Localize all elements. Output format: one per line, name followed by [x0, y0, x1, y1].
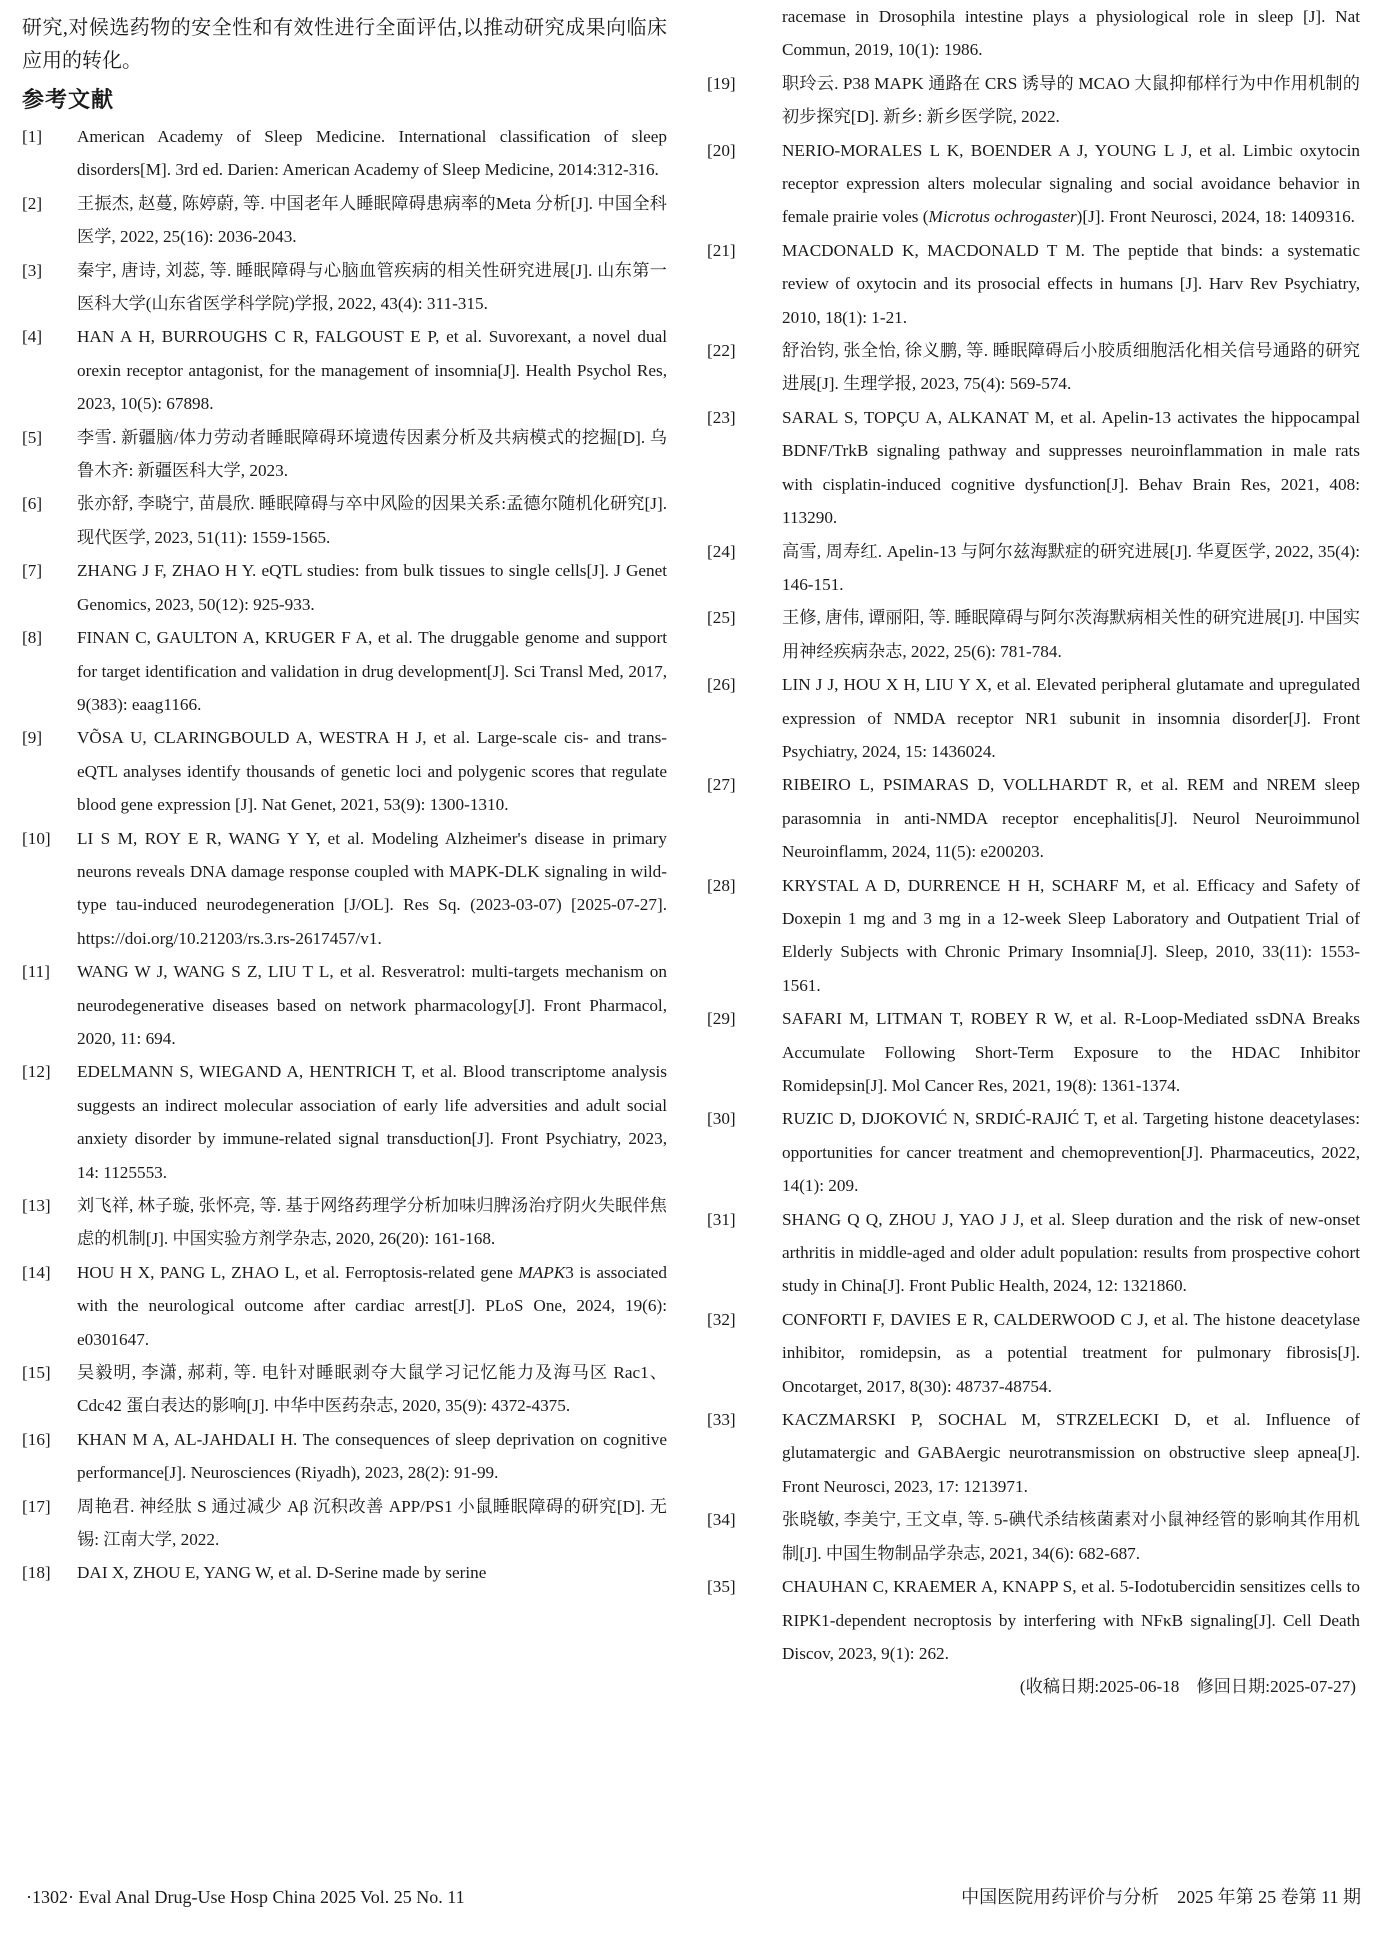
reference-number: [28] — [707, 875, 736, 895]
reference-number: [20] — [707, 140, 736, 160]
reference-text: ZHANG J F, ZHAO H Y. eQTL studies: from bulk tissues to single cells[J]. J Genet Genomics, 2023, 50(12): 925-933. — [77, 561, 667, 614]
reference-number: [31] — [707, 1209, 736, 1229]
reference-number: [22] — [707, 341, 736, 361]
reference-item — [707, 1403, 1360, 1503]
reference-number: [32] — [707, 1309, 736, 1329]
reference-text: LI S M, ROY E R, WANG Y Y, et al. Modeling Alzheimer's disease in primary neurons reveals DNA damage response coupled with MAPK-DLK signaling in wild-type tau-induced neurodegeneration [J/OL]. Res Sq. (2023-03-07) [2025-07-27]. https://doi.org/10.21203/rs.3.rs-2617457/v1. — [77, 828, 667, 948]
reference-number: [17] — [22, 1496, 51, 1516]
reference-text: racemase in Drosophila intestine plays a physiological role in sleep [J]. Nat Commun, 2019, 10(1): 1986. — [782, 7, 1360, 60]
reference-item — [22, 721, 667, 821]
reference-item — [707, 1002, 1360, 1102]
reference-text-part: NERIO-MORALES L K, BOENDER A J, YOUNG L J, et al. Limbic oxytocin receptor expression alters molecular signaling and social avoidance behavior in female prairie voles ( — [782, 140, 1360, 227]
reference-item — [22, 187, 667, 254]
reference-item — [22, 1490, 667, 1557]
reference-item — [22, 1423, 667, 1490]
reference-text: RIBEIRO L, PSIMARAS D, VOLLHARDT R, et al. REM and NREM sleep parasomnia in anti-NMDA receptor encephalitis[J]. Neurol Neuroimmunol Neuroinflamm, 2024, 11(5): e200203. — [782, 775, 1360, 862]
reference-text-part: 3 is associated with the neurological outcome after cardiac arrest[J]. PLoS One, 2024, 19(6): e0301647. — [77, 1262, 667, 1349]
reference-number: [26] — [707, 675, 736, 695]
reference-item — [707, 234, 1360, 334]
reference-item — [707, 134, 1360, 234]
reference-list-left — [22, 120, 667, 1590]
reference-text — [782, 134, 1360, 234]
reference-item — [22, 254, 667, 321]
reference-text: American Academy of Sleep Medicine. International classification of sleep disorders[M]. 3rd ed. Darien: American Academy of Sleep Medicine, 2014:312-316. — [77, 127, 667, 180]
reference-text: 职玲云. P38 MAPK 通路在 CRS 诱导的 MCAO 大鼠抑郁样行为中作用机制的初步探究[D]. 新乡: 新乡医学院, 2022. — [782, 73, 1360, 127]
reference-number: [25] — [707, 608, 736, 628]
reference-item — [22, 955, 667, 1055]
reference-text: 秦宇, 唐诗, 刘蕊, 等. 睡眠障碍与心脑血管疾病的相关性研究进展[J]. 山东第一医科大学(山东省医学科学院)学报, 2022, 43(4): 311-315. — [77, 260, 667, 314]
reference-number — [707, 0, 782, 67]
reference-number: [24] — [707, 541, 736, 561]
left-column — [22, 0, 667, 1590]
reference-italic-term: Microtus ochrogaster — [928, 207, 1077, 227]
reference-number: [21] — [707, 240, 736, 260]
reference-number: [6] — [22, 494, 43, 514]
reference-list-right — [707, 0, 1360, 1670]
reference-number: [23] — [707, 407, 736, 427]
reference-number: [16] — [22, 1429, 51, 1449]
reference-number: [5] — [22, 427, 43, 447]
reference-number: [14] — [22, 1262, 51, 1282]
reference-number: [13] — [22, 1196, 51, 1215]
reference-item — [707, 601, 1360, 668]
reference-text: RUZIC D, DJOKOVIĆ N, SRDIĆ-RAJIĆ T, et al. Targeting histone deacetylases: opportunities for cancer treatment and chemoprevention[J]. Pharmaceutics, 2022, 14(1): 209. — [782, 1109, 1360, 1196]
right-column — [707, 0, 1360, 1704]
reference-number: [35] — [707, 1577, 736, 1597]
reference-text: MACDONALD K, MACDONALD T M. The peptide that binds: a systematic review of oxytocin and its prosocial effects in humans [J]. Harv Rev Psychiatry, 2010, 18(1): 1-21. — [782, 240, 1360, 327]
reference-number: [33] — [707, 1410, 736, 1430]
reference-number: [2] — [22, 193, 43, 213]
reference-number: [3] — [22, 260, 43, 280]
reference-text: 张晓敏, 李美宁, 王文卓, 等. 5-碘代杀结核菌素对小鼠神经管的影响其作用机制[J]. 中国生物制品学杂志, 2021, 34(6): 682-687. — [782, 1510, 1360, 1563]
reference-text: 李雪. 新疆脑/体力劳动者睡眠障碍环境遗传因素分析及共病模式的挖掘[D]. 乌鲁木齐: 新疆医科大学, 2023. — [77, 427, 667, 481]
reference-item — [22, 621, 667, 721]
received-date-note: (收稿日期:2025-06-18 修回日期:2025-07-27) — [1019, 1677, 1356, 1697]
reference-item — [707, 1503, 1360, 1570]
reference-number: [30] — [707, 1109, 736, 1129]
reference-text: KHAN M A, AL-JAHDALI H. The consequences of sleep deprivation on cognitive performance[J]. Neurosciences (Riyadh), 2023, 28(2): 91-99. — [77, 1429, 667, 1483]
reference-text: 周艳君. 神经肽 S 通过减少 Aβ 沉积改善 APP/PS1 小鼠睡眠障碍的研究[D]. 无锡: 江南大学, 2022. — [77, 1496, 667, 1550]
reference-text: CONFORTI F, DAVIES E R, CALDERWOOD C J, et al. The histone deacetylase inhibitor, romidepsin, as a potential treatment for pulmonary fibrosis[J]. Oncotarget, 2017, 8(30): 48737-48754. — [782, 1309, 1360, 1396]
reference-item — [22, 822, 667, 956]
reference-item — [707, 869, 1360, 1003]
reference-text: DAI X, ZHOU E, YANG W, et al. D-Serine made by serine — [77, 1563, 487, 1583]
footer-left-journal-info: ·1302· Eval Anal Drug-Use Hosp China 2025 Vol. 25 No. 11 — [26, 1887, 465, 1907]
reference-item — [707, 67, 1360, 134]
reference-number: [8] — [22, 628, 43, 648]
reference-number: [15] — [22, 1363, 51, 1383]
reference-item — [707, 1570, 1360, 1670]
reference-text: WANG W J, WANG S Z, LIU T L, et al. Resveratrol: multi-targets mechanism on neurodegenerative diseases based on network pharmacology[J]. Front Pharmacol, 2020, 11: 694. — [77, 962, 667, 1048]
reference-text: SAFARI M, LITMAN T, ROBEY R W, et al. R-Loop-Mediated ssDNA Breaks Accumulate Following Short-Term Exposure to the HDAC Inhibitor Romidepsin[J]. Mol Cancer Res, 2021, 19(8): 1361-1374. — [782, 1009, 1360, 1095]
reference-text: CHAUHAN C, KRAEMER A, KNAPP S, et al. 5-Iodotubercidin sensitizes cells to RIPK1-dependent necroptosis by interfering with NFκB signaling[J]. Cell Death Discov, 2023, 9(1): 262. — [782, 1577, 1360, 1663]
reference-item — [22, 487, 667, 554]
reference-number: [18] — [22, 1563, 51, 1583]
reference-text: SHANG Q Q, ZHOU J, YAO J J, et al. Sleep duration and the risk of new-onset arthritis in middle-aged and older adult population: results from prospective cohort study in China[J]. Front Public Health, 2024, 12: 1321860. — [782, 1209, 1360, 1296]
footer-right-journal-info: 中国医院用药评价与分析 2025 年第 25 卷第 11 期 — [961, 1887, 1361, 1907]
reference-text: 舒治钧, 张全怡, 徐义鹏, 等. 睡眠障碍后小胶质细胞活化相关信号通路的研究进展[J]. 生理学报, 2023, 75(4): 569-574. — [782, 341, 1360, 394]
reference-text: LIN J J, HOU X H, LIU Y X, et al. Elevated peripheral glutamate and upregulated expression of NMDA receptor NR1 subunit in insomnia disorder[J]. Front Psychiatry, 2024, 15: 1436024. — [782, 675, 1360, 761]
reference-text: 刘飞祥, 林子璇, 张怀亮, 等. 基于网络药理学分析加味归脾汤治疗阴火失眠伴焦虑的机制[J]. 中国实验方剂学杂志, 2020, 26(20): 161-168. — [77, 1196, 667, 1249]
reference-text-part: )[J]. Front Neurosci, 2024, 18: 1409316. — [1076, 207, 1355, 227]
reference-text: KRYSTAL A D, DURRENCE H H, SCHARF M, et al. Efficacy and Safety of Doxepin 1 mg and 3 mg in a 12-week Sleep Laboratory and Outpatient Trial of Elderly Subjects with Chronic Primary Insomnia[J]. Sleep, 2010, 33(11): 1553-1561. — [782, 875, 1360, 995]
reference-text: HAN A H, BURROUGHS C R, FALGOUST E P, et al. Suvorexant, a novel dual orexin receptor antagonist, for the management of insomnia[J]. Health Psychol Res, 2023, 10(5): 67898. — [77, 327, 667, 414]
reference-number: [4] — [22, 327, 43, 347]
reference-text: 王修, 唐伟, 谭丽阳, 等. 睡眠障碍与阿尔茨海默病相关性的研究进展[J]. 中国实用神经疾病杂志, 2022, 25(6): 781-784. — [782, 608, 1360, 661]
reference-text: 王振杰, 赵蔓, 陈婷蔚, 等. 中国老年人睡眠障碍患病率的Meta 分析[J]. 中国全科医学, 2022, 25(16): 2036-2043. — [77, 193, 667, 247]
reference-item — [707, 334, 1360, 401]
reference-italic-term: MAPK — [518, 1262, 566, 1282]
reference-item — [707, 668, 1360, 768]
reference-number: [1] — [22, 127, 43, 146]
reference-item — [707, 768, 1360, 868]
reference-text: FINAN C, GAULTON A, KRUGER F A, et al. The druggable genome and support for target identification and validation in drug development[J]. Sci Transl Med, 2017, 9(383): eaag1166. — [77, 628, 667, 714]
reference-item — [707, 1203, 1360, 1303]
reference-number: [9] — [22, 728, 43, 748]
reference-text: 吴毅明, 李潇, 郝莉, 等. 电针对睡眠剥夺大鼠学习记忆能力及海马区 Rac1、Cdc42 蛋白表达的影响[J]. 中华中医药杂志, 2020, 35(9): 4372-4375. — [77, 1363, 667, 1416]
reference-number: [10] — [22, 828, 51, 848]
reference-text: SARAL S, TOPÇU A, ALKANAT M, et al. Apelin-13 activates the hippocampal BDNF/TrkB signaling pathway and suppresses neuroinflammation in male rats with cisplatin-induced cognitive dysfunction[J]. Behav Brain Res, 2021, 408: 113290. — [782, 407, 1360, 528]
reference-item — [22, 1256, 667, 1356]
reference-text: VÕSA U, CLARINGBOULD A, WESTRA H J, et al. Large-scale cis- and trans-eQTL analyses identify thousands of genetic loci and polygenic scores that regulate blood gene expression [J]. Nat Genet, 2021, 53(9): 1300-1310. — [77, 728, 667, 815]
reference-number: [11] — [22, 962, 50, 982]
reference-item — [22, 320, 667, 420]
reference-text: 张亦舒, 李晓宁, 苗晨欣. 睡眠障碍与卒中风险的因果关系:孟德尔随机化研究[J]. 现代医学, 2023, 51(11): 1559-1565. — [77, 494, 667, 547]
reference-item — [22, 1189, 667, 1256]
reference-item — [22, 120, 667, 187]
reference-text: EDELMANN S, WIEGAND A, HENTRICH T, et al. Blood transcriptome analysis suggests an indirect molecular association of early life adversities and adult social anxiety disorder by immune-related signal transduction[J]. Front Psychiatry, 2023, 14: 1125553. — [77, 1062, 667, 1182]
intro-paragraph: 研究,对候选药物的安全性和有效性进行全面评估,以推动研究成果向临床应用的转化。 — [22, 17, 667, 72]
reference-item — [22, 554, 667, 621]
reference-text — [77, 1256, 667, 1356]
reference-item — [707, 1102, 1360, 1202]
reference-item — [707, 1303, 1360, 1403]
reference-item — [707, 535, 1360, 602]
reference-number: [7] — [22, 561, 43, 581]
reference-text: KACZMARSKI P, SOCHAL M, STRZELECKI D, et al. Influence of glutamatergic and GABAergic neurotransmission on obstructive sleep apnea[J]. Front Neurosci, 2023, 17: 1213971. — [782, 1410, 1360, 1496]
reference-number: [19] — [707, 73, 736, 93]
reference-number: [29] — [707, 1009, 736, 1029]
reference-item — [707, 0, 1360, 67]
reference-item — [22, 1055, 667, 1189]
reference-text: 高雪, 周寿红. Apelin-13 与阿尔兹海默症的研究进展[J]. 华夏医学, 2022, 35(4): 146-151. — [782, 541, 1360, 594]
reference-number: [12] — [22, 1062, 51, 1082]
reference-number: [27] — [707, 775, 736, 795]
reference-text-part: HOU H X, PANG L, ZHAO L, et al. Ferroptosis-related gene — [77, 1262, 519, 1282]
references-heading: 参考文献 — [22, 88, 115, 113]
reference-number: [34] — [707, 1510, 736, 1530]
reference-item — [22, 1356, 667, 1423]
reference-item — [22, 421, 667, 488]
reference-item — [707, 401, 1360, 535]
reference-item — [22, 1556, 667, 1589]
